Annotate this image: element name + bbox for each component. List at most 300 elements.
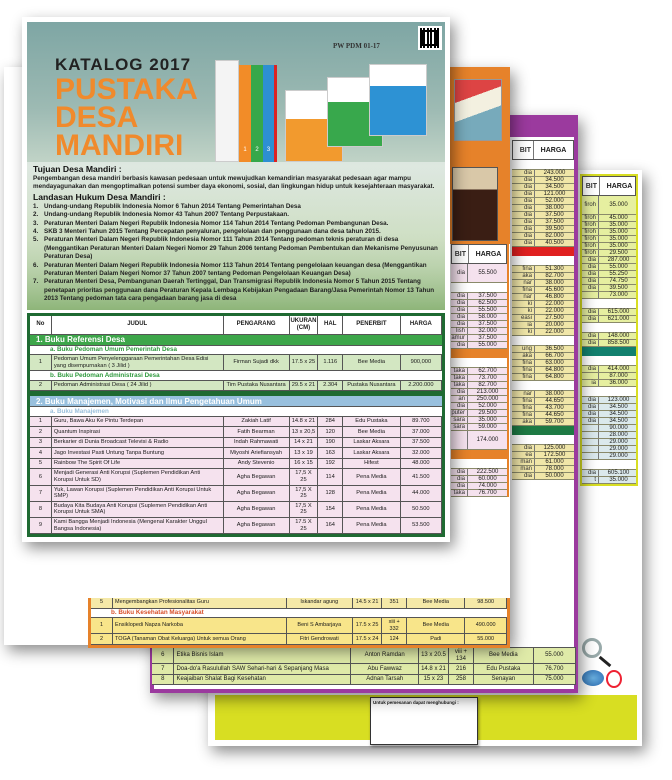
publisher-fragment: man	[520, 459, 532, 465]
table-cell: Etika Bisnis Islam	[174, 648, 351, 664]
price-row	[512, 398, 574, 405]
publisher-fragment: dia	[456, 314, 465, 320]
price: 35.000	[598, 477, 638, 483]
item-text: Undang-undang Republik Indonesia Nomor 6 Tahun 2014 Tentang Pemerintahan Desa	[44, 202, 301, 210]
price-row	[451, 396, 507, 403]
price-row	[582, 477, 636, 484]
price-row	[512, 219, 574, 226]
table-cell: 98.500	[465, 598, 507, 609]
price-column	[451, 244, 509, 497]
table-cell: Miyoshi Ariefiansyah	[224, 448, 290, 459]
publisher-fragment: dia	[523, 226, 532, 232]
publisher-fragment: fina	[522, 412, 532, 418]
item-number: 2.	[33, 211, 39, 219]
item-number: 6.	[33, 261, 39, 269]
table-cell: 14.8 x 21	[419, 664, 449, 675]
table-cell: Senayan	[474, 675, 533, 686]
price-row	[512, 212, 574, 219]
publisher-fragment: firoh	[584, 243, 596, 249]
table-cell: Laskar Aksara	[343, 438, 401, 449]
publisher-fragment: dia	[587, 418, 596, 424]
publisher-fragment: fina	[522, 405, 532, 411]
price-row	[451, 382, 507, 389]
table-cell: 17.5 x 25	[353, 618, 382, 634]
publisher-fragment: aka	[522, 419, 532, 425]
publisher-fragment: dia	[523, 191, 532, 197]
publisher-fragment: dia	[456, 403, 465, 409]
table-cell: Edu Pustaka	[474, 664, 533, 675]
table-row	[30, 469, 442, 485]
table-cell: Yuk, Lawan Korupsi (Suplemen Pendidikan Anti Korupsi Untuk SMP)	[52, 486, 224, 502]
subsection-header: b. Buku Kesehatan Masyarakat	[91, 609, 507, 619]
table-row	[30, 417, 442, 428]
table-cell: 8	[30, 502, 52, 518]
publisher-fragment: dia	[456, 307, 465, 313]
publisher-fragment: dia	[587, 257, 596, 263]
price-row	[582, 278, 636, 285]
price: 37.500	[467, 293, 507, 299]
publisher-fragment: firoh	[584, 236, 596, 242]
publisher-fragment: dia	[523, 212, 532, 218]
price-row	[582, 250, 636, 257]
table-cell: Fatih Bearman	[224, 427, 290, 438]
publisher-fragment: dia	[587, 309, 596, 315]
publisher-fragment: amur	[451, 335, 465, 341]
price: 45.600	[534, 287, 574, 293]
price-row	[582, 215, 636, 222]
price-row	[451, 375, 507, 382]
table-cell: 490.000	[465, 618, 507, 634]
publisher-fragment: aka	[522, 353, 532, 359]
price-row	[582, 373, 636, 380]
price: 29.000	[598, 453, 638, 459]
table-cell: 29.5 x 21	[290, 381, 319, 392]
price: 213.000	[467, 389, 507, 395]
subsection-header	[451, 358, 507, 368]
price: 174.000	[467, 431, 507, 449]
price: 35.000	[598, 229, 638, 235]
table-cell: 44.000	[401, 486, 442, 502]
price: 22.000	[534, 301, 574, 307]
table-cell: 17,5 X 25	[290, 502, 319, 518]
table-row	[152, 664, 576, 675]
table-cell: Fitri Gendrowati	[287, 634, 354, 645]
item-number: 7.	[33, 278, 39, 286]
publisher-fragment: nar	[523, 294, 532, 300]
price: 50.000	[534, 473, 574, 479]
landasan-item	[33, 228, 439, 236]
publisher-fragment: dia	[523, 233, 532, 239]
table-cell: 4	[30, 448, 52, 459]
publisher-fragment: dia	[456, 293, 465, 299]
item-number: 1.	[33, 202, 39, 210]
item-text: Undang-undang Republik Indonesia Nomor 43 Tahun 2007 Tentang Perpustakaan.	[44, 211, 290, 219]
table-cell: Abu Fawwaz	[351, 664, 419, 675]
publisher-fragment: dia	[523, 219, 532, 225]
subsection-header	[582, 323, 636, 333]
column-header: UKURAN (CM)	[290, 316, 319, 335]
publisher-fragment: ea	[525, 452, 532, 458]
column-header: No	[30, 316, 52, 335]
section-bar	[512, 426, 574, 435]
publisher-fragment: fina	[522, 367, 532, 373]
price: 62.700	[467, 368, 507, 374]
catalog-title: KATALOG 2017	[55, 55, 192, 74]
catalog-front-page	[22, 17, 450, 542]
table-cell: Berkarier di Dunia Broadcast Televisi & Radio	[52, 438, 224, 449]
table-cell: Beni S Ambarjaya	[287, 618, 354, 634]
table-row	[152, 675, 576, 686]
price: 34.500	[534, 177, 574, 183]
publisher-fragment: man	[520, 466, 532, 472]
price-row	[512, 280, 574, 287]
price: 287.000	[598, 257, 638, 263]
table-row	[30, 518, 442, 534]
table-cell: 190	[318, 438, 343, 449]
magnifier-handle	[599, 656, 612, 667]
publisher-fragment: dia	[587, 316, 596, 322]
price: 29.000	[598, 439, 638, 445]
price-row	[451, 490, 507, 497]
table-cell: Padi	[407, 634, 465, 645]
publisher-fragment: ia	[527, 322, 532, 328]
table-cell: 164	[318, 518, 343, 534]
table-cell: Ensiklopedi Napza Narkoba	[113, 618, 286, 634]
price-row	[582, 243, 636, 250]
price: 28.000	[598, 432, 638, 438]
table-cell: 17.5 x 24	[353, 634, 382, 645]
table-cell: 7	[152, 664, 174, 675]
subsection-header	[451, 459, 507, 469]
price: 44.650	[534, 412, 574, 418]
price-row	[512, 353, 574, 360]
table-cell: 216	[449, 664, 474, 675]
price-row	[512, 315, 574, 322]
column-header: HARGA	[401, 316, 442, 335]
publisher-fragment: fina	[522, 360, 532, 366]
table-cell: Pustaka Nusantara	[343, 381, 401, 392]
publisher-fragment: dia	[587, 340, 596, 346]
price-row	[582, 446, 636, 453]
publisher-fragment: firoh	[584, 250, 596, 256]
item-text: Peraturan Menteri Desa, Pembangunan Daerah Tertinggal, Dan Transmigrasi Republik Indonesia Nomor 5 Tahun 2015 Tentang penetapan prioritas penggunaan dana Peraturan Kepala Lembaga Kebijakan Pengadaan Barang/Jasa Pemerintah Nomor 13 Tahun 2013 Tentang pedoman tata cara pengadaan barang jasa di desa	[44, 278, 435, 303]
publisher-fragment: dia	[587, 264, 596, 270]
price: 123.000	[598, 397, 638, 403]
table-cell: 6	[30, 469, 52, 485]
price: 44.650	[534, 398, 574, 404]
price: 22.000	[534, 329, 574, 335]
column-header: HARGA	[599, 177, 639, 195]
table-cell: 2	[30, 427, 52, 438]
table-row	[30, 448, 442, 459]
subsection-header: a. Buku Manajemen	[30, 407, 442, 417]
price: 37.500	[467, 335, 507, 341]
price-column	[580, 174, 638, 486]
title-line-1: PUSTAKA	[55, 73, 198, 106]
table-cell: Bee Media	[407, 618, 465, 634]
qr-code	[418, 26, 442, 50]
price: 35.000	[598, 196, 638, 214]
publisher-fragment: dia	[456, 476, 465, 482]
table-cell: Bee Media	[407, 598, 465, 609]
table-row	[30, 459, 442, 470]
publisher-fragment: dia	[587, 271, 596, 277]
price: 148.000	[598, 333, 638, 339]
publisher-fragment: dia	[523, 198, 532, 204]
table-cell: Firman Sujadi dkk	[224, 355, 290, 371]
table-cell: Edu Pustaka	[343, 417, 401, 428]
price-row	[512, 205, 574, 212]
item-text: Peraturan Menteri Dalam Negeri Republik Indonesia Nomor 113 Tahun 2014 Tentang pengelolaan keuangan desa (Menggantikan Peraturan Menteri Dalam Negeri Nomor 37 Tahun 2007 tentang Pedoman Pengelolaan Keuangan Desa)	[44, 261, 427, 278]
price: 63.000	[534, 360, 574, 366]
table-cell: Pedoman Umum Penyelenggaraan Pemerintahan Desa Edisi yang disempurnakan ( 3 Jilid )	[52, 355, 224, 371]
section-bar	[451, 349, 507, 358]
price-row	[512, 346, 574, 353]
table-cell: xiii + 332	[382, 618, 407, 634]
table-row	[30, 427, 442, 438]
cover-banner	[27, 22, 445, 310]
price: 62.500	[467, 300, 507, 306]
price-row	[451, 293, 507, 300]
subsection-header	[582, 299, 636, 309]
table-cell: 41.500	[401, 469, 442, 485]
price: 32.000	[467, 328, 507, 334]
price: 82.700	[534, 273, 574, 279]
price-header	[451, 244, 507, 264]
table-cell: Keajaiban Shalat Bagi Kesehatan	[174, 675, 351, 686]
price-row	[582, 236, 636, 243]
table-cell: Agha Begawan	[224, 502, 290, 518]
table-row	[91, 598, 507, 609]
table-cell: Mengembangkan Profesionalitas Guru	[113, 598, 286, 609]
price: 73.000	[598, 292, 638, 298]
publisher-fragment: firoh	[584, 215, 596, 221]
item-number: 4.	[33, 228, 39, 236]
price-row	[512, 329, 574, 336]
price: 37.500	[534, 219, 574, 225]
cover-hero	[27, 22, 445, 162]
book-cover-ipa	[454, 79, 502, 141]
price: 36.500	[534, 346, 574, 352]
table-cell: Bee Media	[474, 648, 533, 664]
price-row	[582, 453, 636, 460]
publisher-fragment: ki	[527, 301, 532, 307]
publisher-fragment: dia	[587, 278, 596, 284]
price: 52.000	[467, 403, 507, 409]
publisher-fragment: dia	[587, 366, 596, 372]
price-row	[512, 184, 574, 191]
table-cell: 6	[152, 648, 174, 664]
price-row	[512, 287, 574, 294]
table-cell: 55.000	[534, 648, 576, 664]
bottom-table	[152, 647, 576, 685]
table-cell: Pena Media	[343, 469, 401, 485]
column-header: BIT	[454, 250, 466, 258]
price-row	[512, 177, 574, 184]
price: 55.500	[467, 264, 507, 282]
subsection-header	[512, 435, 574, 445]
price: 22.000	[534, 308, 574, 314]
table-cell: 76.700	[534, 664, 576, 675]
catalog-code: PW PDM 01-17	[333, 42, 380, 50]
price-row	[512, 273, 574, 280]
table-cell: 13 x 19	[290, 448, 319, 459]
price: 37.500	[467, 321, 507, 327]
table-header	[30, 316, 442, 335]
tujuan-text: Pengembangan desa mandiri berbasis kawasan pedesaan untuk mewujudkan kemandirian masyarakat pedesaan agar mampu mendayagunakan dan mengoptimalkan potensi sumber daya ekonomi, sosial, dan lingkungan hidup untuk kesejahteraan masyarakat.	[33, 175, 435, 191]
price: 250.000	[467, 396, 507, 402]
price-row	[582, 411, 636, 418]
publisher-fragment: dia	[456, 342, 465, 348]
table-cell: 7	[30, 486, 52, 502]
publisher-fragment: easi	[520, 315, 532, 321]
price: 46.800	[534, 294, 574, 300]
subsection-header: b. Buku Pedoman Administrasi Desa	[30, 371, 442, 381]
price-row	[582, 366, 636, 373]
table-cell: 17,5 X 25	[290, 486, 319, 502]
magnifier-icon	[582, 638, 602, 658]
table-cell: Jago Investasi Pasti Untung Tanpa Buntung	[52, 448, 224, 459]
price-row	[512, 308, 574, 315]
table-cell: Laskar Aksara	[343, 448, 401, 459]
price-row	[582, 333, 636, 340]
table-cell: 55.000	[465, 634, 507, 645]
price-row	[512, 301, 574, 308]
table-cell: 2	[30, 381, 52, 392]
price-row	[451, 342, 507, 349]
publisher-fragment: nar	[523, 280, 532, 286]
price-row	[582, 418, 636, 425]
price-row	[512, 294, 574, 301]
price-row	[582, 397, 636, 404]
table-cell: Rainbow The Spirit Of Life	[52, 459, 224, 470]
price-row	[451, 410, 507, 417]
table-cell: 1	[30, 417, 52, 428]
table-cell: Kami Bangga Menjadi Indonesia (Mengenal Karakter Unggul Bangsa Indonesia)	[52, 518, 224, 534]
price-row	[512, 367, 574, 374]
table-cell: Agha Begawan	[224, 469, 290, 485]
price: 121.000	[534, 191, 574, 197]
price-row	[582, 271, 636, 278]
subsection-header	[512, 336, 574, 346]
price: 34.500	[598, 411, 638, 417]
table-cell: 120	[318, 427, 343, 438]
price-row	[512, 191, 574, 198]
price-row	[512, 412, 574, 419]
table-cell: 14.8 x 21	[290, 417, 319, 428]
table-cell: Doa-do'a Rasulullah SAW Sehari-hari & Sepanjang Masa	[174, 664, 351, 675]
price-row	[451, 483, 507, 490]
price: 35.000	[598, 243, 638, 249]
publisher-logo-2	[606, 670, 622, 688]
price-column	[512, 140, 574, 480]
table-cell: 9	[30, 518, 52, 534]
table-cell: 2	[91, 634, 113, 645]
price: 414.000	[598, 366, 638, 372]
publisher-fragment: dia	[587, 397, 596, 403]
price: 605.100	[598, 470, 638, 476]
table-cell: 154	[318, 502, 343, 518]
subsection-header: a. Buku Pedoman Umum Pemerintah Desa	[30, 346, 442, 356]
publisher-fragment: firoh	[584, 222, 596, 228]
table-cell: Pena Media	[343, 518, 401, 534]
landasan-item	[33, 220, 439, 228]
column-header: JUDUL	[52, 316, 224, 335]
price: 172.500	[534, 452, 574, 458]
landasan-heading: Landasan Hukum Desa Mandiri :	[33, 191, 166, 202]
price-row	[451, 424, 507, 431]
table-cell: 1	[30, 355, 52, 371]
price-row	[512, 360, 574, 367]
column-header: BIT	[519, 146, 531, 154]
table-row	[91, 634, 507, 645]
table-row	[30, 486, 442, 502]
price-row	[512, 445, 574, 452]
price: 87.000	[598, 373, 638, 379]
price-header	[582, 176, 636, 196]
price-row	[512, 266, 574, 273]
table-cell: 32.000	[401, 448, 442, 459]
price: 55.250	[598, 271, 638, 277]
table-cell: 13 x 20,5	[290, 427, 319, 438]
price: 29.500	[467, 410, 507, 416]
price-row	[451, 368, 507, 375]
table-cell: 14 x 21	[290, 438, 319, 449]
price-row	[582, 309, 636, 316]
price-row	[582, 196, 636, 215]
price-row	[582, 470, 636, 477]
price: 34.500	[534, 184, 574, 190]
price-row	[582, 229, 636, 236]
price: 40.500	[534, 240, 574, 246]
table-cell: Budaya Kita Budaya Anti Korupsi (Suplemen Pendidikan Anti Korupsi Untuk SMA)	[52, 502, 224, 518]
price: 73.700	[467, 375, 507, 381]
table-cell: Indah Rahmawati	[224, 438, 290, 449]
price-row	[451, 321, 507, 328]
table-cell: 3	[30, 438, 52, 449]
price: 64.800	[534, 374, 574, 380]
table-cell: 37.000	[401, 427, 442, 438]
price: 43.700	[534, 405, 574, 411]
item-number: 5.	[33, 236, 39, 244]
price: 60.000	[467, 476, 507, 482]
table-cell: 5	[91, 598, 113, 609]
price: 90.000	[598, 425, 638, 431]
price: 51.300	[534, 266, 574, 272]
publisher-logo	[582, 670, 604, 686]
publisher-fragment: dia	[587, 333, 596, 339]
price: 38.000	[534, 391, 574, 397]
price-row	[512, 405, 574, 412]
volume-spine-1: 1	[239, 65, 251, 162]
landasan-item	[33, 236, 439, 261]
price-row	[582, 285, 636, 292]
price-row	[512, 459, 574, 466]
price-row	[451, 389, 507, 396]
price: 34.500	[598, 418, 638, 424]
publisher-fragment: dia	[587, 285, 596, 291]
price: 38.000	[534, 280, 574, 286]
price: 78.000	[534, 466, 574, 472]
landasan-item	[33, 262, 439, 279]
section-header: 2. Buku Manajemen, Motivasi dan Ilmu Pengetahuan Umum	[30, 396, 442, 407]
price: 20.000	[534, 322, 574, 328]
price: 66.700	[534, 353, 574, 359]
column-header: HARGA	[533, 141, 573, 159]
table-cell: Pena Media	[343, 486, 401, 502]
publisher-fragment: dia	[456, 321, 465, 327]
price-row	[582, 340, 636, 347]
